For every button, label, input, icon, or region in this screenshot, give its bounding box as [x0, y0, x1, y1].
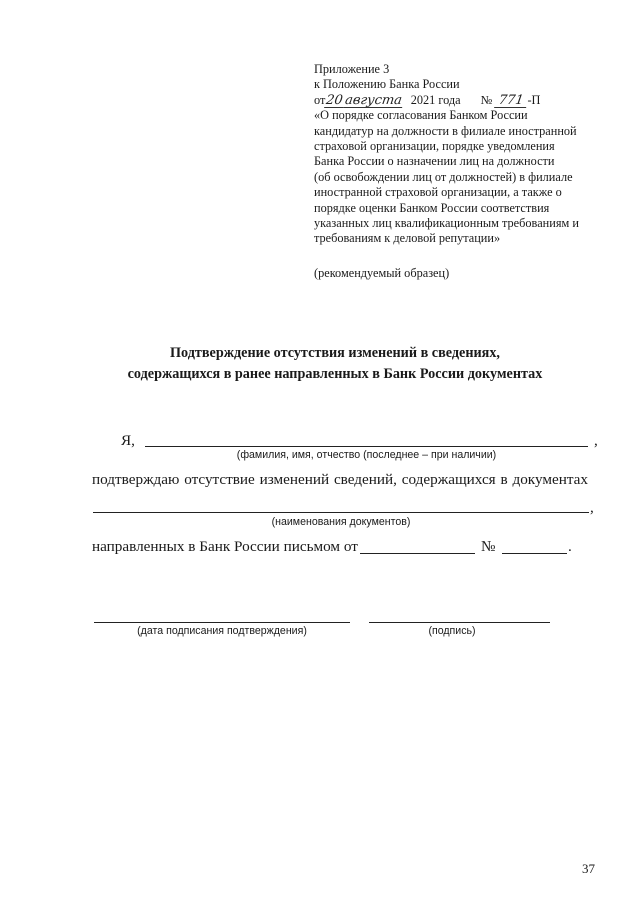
appendix-text-line: (об освобождении лиц от должностей) в филиале [314, 169, 573, 184]
letter-number-field[interactable] [502, 553, 567, 554]
signing-date-field[interactable] [94, 622, 350, 623]
year-text: 2021 года [410, 92, 461, 107]
appendix-text-line: страховой организации, порядке уведомления [314, 139, 555, 154]
appendix-header [314, 62, 614, 247]
documents-comma: , [590, 499, 594, 516]
appendix-number: Приложение 3 [314, 62, 390, 76]
number-suffix: -П [527, 92, 541, 107]
name-caption: (фамилия, имя, отчество (последнее – при наличии) [236, 449, 497, 461]
documents-caption: (наименования документов) [271, 516, 411, 528]
title-line-2: содержащихся в ранее направленных в Банк России документах [127, 366, 543, 382]
appendix-text-line: иностранной страховой организации, а также о [314, 185, 562, 200]
handwritten-month: августа [344, 92, 403, 108]
document-title [90, 343, 580, 385]
confirm-text: подтверждаю отсутствие изменений сведений, содержащихся в документах [92, 471, 588, 488]
handwritten-day: 20 [325, 92, 345, 108]
appendix-regulation: к Положению Банка России [314, 77, 460, 92]
signing-date-caption: (дата подписания подтверждения) [137, 625, 307, 637]
documents-field-line[interactable] [93, 512, 589, 513]
sent-text: направленных в Банк России письмом от [92, 538, 358, 555]
appendix-text-line: порядке оценки Банком России соответствия [314, 200, 550, 215]
sample-note: (рекомендуемый образец) [314, 266, 450, 280]
title-line-1: Подтверждение отсутствия изменений в сведениях, [170, 345, 500, 361]
appendix-text-line: указанных лиц квалификационным требованиям и [314, 216, 579, 231]
page-number: 37 [582, 861, 595, 876]
appendix-text-line: Банка России о назначении лиц на должности [314, 154, 555, 169]
appendix-text-line: кандидатур на должности в филиале иностранной [314, 123, 577, 138]
handwritten-number: 771 [495, 95, 529, 108]
appendix-date-line [314, 93, 614, 108]
number-label: № [480, 92, 493, 107]
name-comma: , [594, 432, 598, 449]
from-label: от [314, 92, 326, 107]
appendix-text-line: «О порядке согласования Банком России [314, 108, 528, 123]
signature-field[interactable] [369, 622, 550, 623]
appendix-text-line: требованиям к деловой репутации» [314, 231, 501, 246]
name-field-line[interactable] [145, 446, 588, 447]
i-label: Я, [121, 432, 135, 449]
letter-date-field[interactable] [360, 553, 475, 554]
letter-number-label: № [481, 538, 496, 555]
sent-period: . [568, 538, 572, 555]
signature-caption: (подпись) [428, 625, 476, 637]
